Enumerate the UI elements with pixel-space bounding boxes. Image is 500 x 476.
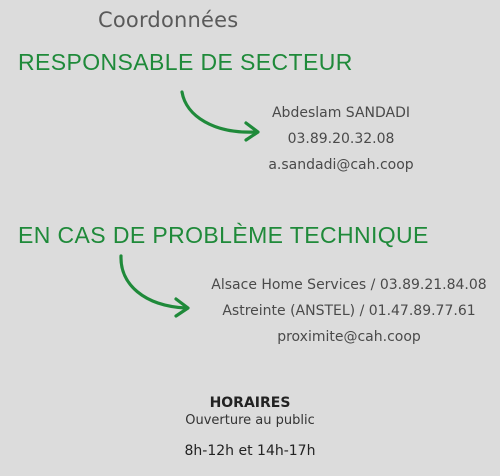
curved-arrow-icon: [176, 88, 266, 144]
sector-manager-name: Abdeslam SANDADI: [271, 105, 411, 121]
hours-title: HORAIRES: [209, 395, 291, 411]
technical-problem-heading: EN CAS DE PROBLÈME TECHNIQUE: [18, 222, 429, 248]
page-title: Coordonnées: [98, 8, 239, 32]
sector-manager-phone[interactable]: 03.89.20.32.08: [287, 131, 395, 147]
technical-email[interactable]: proximite@cah.coop: [277, 329, 421, 345]
technical-line-1: Alsace Home Services / 03.89.21.84.08: [211, 277, 487, 293]
sector-manager-email[interactable]: a.sandadi@cah.coop: [268, 157, 414, 173]
opening-hours: [130, 394, 370, 460]
hours-time: 8h-12h et 14h-17h: [184, 443, 316, 459]
sector-manager-contact: [264, 100, 418, 178]
curved-arrow-icon: [114, 250, 204, 320]
sector-manager-heading: RESPONSABLE DE SECTEUR: [18, 49, 353, 75]
technical-line-2: Astreinte (ANSTEL) / 01.47.89.77.61: [222, 303, 476, 319]
hours-subtitle: Ouverture au public: [185, 413, 315, 428]
technical-contact: [200, 272, 498, 350]
